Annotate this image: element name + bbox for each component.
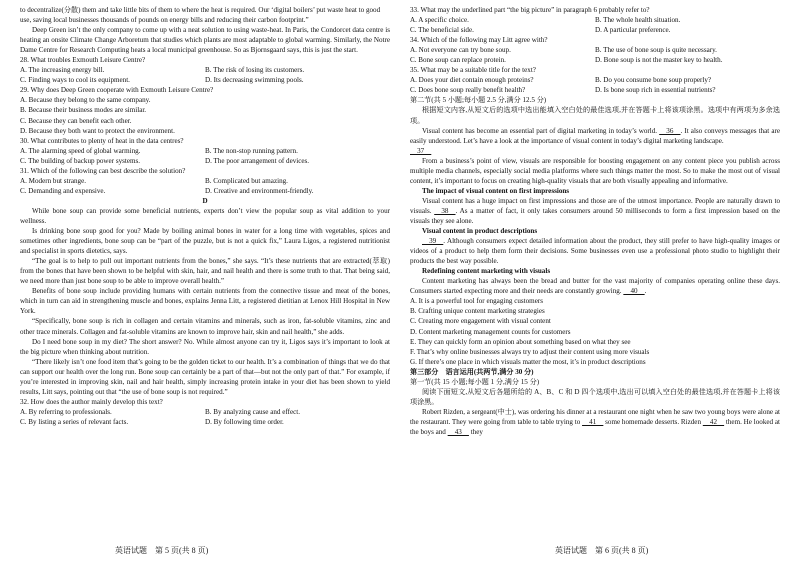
answer-blank: 40 bbox=[623, 287, 645, 296]
answer-blank: 43 bbox=[447, 427, 469, 436]
option-b: D. Creative and environment-friendly. bbox=[205, 186, 314, 195]
option-row bbox=[20, 156, 390, 166]
option-b: D. By following time order. bbox=[205, 417, 284, 426]
option-row bbox=[410, 45, 780, 55]
option-row bbox=[20, 65, 390, 75]
page-footer-left: 英语试题 第 5 页(共 8 页) bbox=[115, 546, 209, 555]
question-line: 28. What troubles Exmouth Leisure Centre? bbox=[20, 56, 146, 65]
question-line: E. They can quickly form an opinion about something based on what they see bbox=[410, 337, 631, 346]
question-line: D. Content marketing management counts for customers bbox=[410, 327, 571, 336]
option-row bbox=[20, 146, 390, 156]
question-line: 31. Which of the following can best describe the solution? bbox=[20, 166, 186, 175]
answer-blank: 39 bbox=[422, 237, 444, 246]
subheading: The impact of visual content on first impressions bbox=[422, 186, 570, 195]
paragraph: “The goal is to help to pull out important nutrients from the bones,” she says. “It’s these nutrients that are extracted(萃取) from the bones that have been shown to be helpful with skin, hair, and nail health and there is some truth to that. That being said, we need more than just bone soup to be able to improve overall health.” bbox=[20, 257, 390, 286]
question-line: A. It is a powerful tool for engaging customers bbox=[410, 297, 543, 306]
option-row bbox=[20, 176, 390, 186]
option-a: C. Bone soup can replace protein. bbox=[410, 56, 506, 65]
passage-label: D bbox=[202, 196, 208, 205]
question-line: 30. What contributes to plenty of heat in the data centres? bbox=[20, 136, 184, 145]
option-a: C. Demanding and expensive. bbox=[20, 186, 106, 195]
question-line: A. Because they belong to the same company. bbox=[20, 96, 151, 105]
page-footer-right: 英语试题 第 6 页(共 8 页) bbox=[555, 546, 649, 555]
answer-blank: 42 bbox=[702, 417, 725, 426]
answer-blank: 37 bbox=[410, 146, 432, 155]
option-b: B. Do you consume bone soup properly? bbox=[595, 76, 712, 85]
question-line: C. Because they can benefit each other. bbox=[20, 116, 132, 125]
question-line: 第一节(共 15 小题;每小题 1 分,满分 15 分) bbox=[410, 377, 540, 386]
option-a: A. Modern but strange. bbox=[20, 176, 86, 185]
paragraph: Robert Rizden, a sergeant(中士), was ordering his dinner at a restaurant one night when he saw two young boys were alone at the restaurant. They were going from table to table trying to 41 some homemade desserts. Rizden 42 them. He looked at the boys and 43 they bbox=[410, 407, 780, 436]
subheading: Visual content in product descriptions bbox=[422, 227, 538, 236]
section-heading: 第三部分 语言运用(共两节,满分 30 分) bbox=[410, 367, 534, 376]
option-row bbox=[20, 75, 390, 85]
paragraph: While bone soup can provide some beneficial nutrients, experts don’t view the popular soup as vital addition to your wellness. bbox=[20, 206, 390, 225]
paragraph: 阅读下面短文,从短文后各题所给的 A、B、C 和 D 四个选项中,选出可以填入空白处的最佳选项,并在答题卡上将该项涂黑。 bbox=[410, 387, 780, 406]
paragraph: Deep Green isn’t the only company to come up with a neat solution to using waste-heat. In Paris, the Condorcet data centre is heating an onsite Climate Change Arboretum that studies which plants are most adaptable to global warming. Similarly, the Notre Dame Centre for Research Computing heats a local municipal greenhouse. So as Bjornsgaard says, this is just the start. bbox=[20, 26, 390, 55]
paragraph: to decentralize(分散) them and take little bits of them to where the heat is required. Our ‘digital boilers’ put waste heat to good use, saving local businesses thousands of pounds on energy bills and reducing their carbon footprint.” bbox=[20, 6, 381, 25]
question-line: B. Because their business modes are similar. bbox=[20, 106, 147, 115]
question-line: 29. Why does Deep Green cooperate with Exmouth Leisure Centre? bbox=[20, 86, 214, 95]
option-b: B. The use of bone soup is quite necessary. bbox=[595, 46, 717, 55]
option-b: D. Bone soup is not the master key to health. bbox=[595, 56, 723, 65]
right-column bbox=[410, 5, 780, 437]
question-line: B. Crafting unique content marketing strategies bbox=[410, 307, 545, 316]
option-a: C. Does bone soup really benefit health? bbox=[410, 86, 526, 95]
option-a: A. The alarming speed of global warming. bbox=[20, 146, 141, 155]
option-a: A. The increasing energy bill. bbox=[20, 66, 105, 75]
option-row bbox=[410, 55, 780, 65]
subheading: Redefining content marketing with visuals bbox=[422, 267, 551, 276]
answer-blank: 36 bbox=[659, 126, 681, 135]
paragraph: Visual content has become an essential part of digital marketing in today’s world. 36 . It also conveys messages that are easily understood. Let’s have a look at the importance of visual content in today’s digital marketing landscape. bbox=[410, 126, 780, 145]
option-row bbox=[410, 15, 780, 25]
option-row bbox=[410, 25, 780, 35]
option-b: B. The non-stop running pattern. bbox=[205, 146, 298, 155]
option-a: C. The beneficial side. bbox=[410, 26, 474, 35]
paragraph: Benefits of bone soup include providing humans with certain nutrients from the connective tissue and meat of the bones, which in turn can aid in strengthening muscle and bones, explains Jenna Litt, a registered dietitian at Lenox Hill Hospital in New York. bbox=[20, 287, 390, 316]
question-line: 32. How does the author mainly develop this text? bbox=[20, 397, 163, 406]
paragraph: “There likely isn’t one food item that’s going to be the golden ticket to our health. It’s a combination of things that we do that can support our health over the long run. Bone soup can certainly be a part of that—but not the only part of that.” For example, if you’re interested in improving skin, nail and hair health, simply increasing protein intake in your diet has been shown to yield results, Litt says, pointing out that “the use of bone soup is not required.” bbox=[20, 357, 390, 396]
paragraph: 39 . Although consumers expect detailed information about the product, they still prefer to have high-quality images or videos of a product to help them form their decisions. Some businesses even use a professional photo studio to highlight their products the best way possible. bbox=[410, 237, 780, 266]
option-a: C. By listing a series of relevant facts. bbox=[20, 417, 129, 426]
question-line: F. That’s why online businesses always try to adjust their content using more visuals bbox=[410, 347, 650, 356]
question-line: 34. Which of the following may Litt agree with? bbox=[410, 36, 548, 45]
option-a: A. Does your diet contain enough proteins? bbox=[410, 76, 534, 85]
option-b: B. The whole health situation. bbox=[595, 16, 681, 25]
option-b: B. Complicated but amazing. bbox=[205, 176, 288, 185]
option-b: D. Its decreasing swimming pools. bbox=[205, 76, 304, 85]
left-column bbox=[20, 5, 390, 427]
option-b: D. Is bone soup rich in essential nutrients? bbox=[595, 86, 716, 95]
option-b: B. By analyzing cause and effect. bbox=[205, 407, 301, 416]
paragraph: Content marketing has always been the bread and butter for the vast majority of companies operating online these days. Consumers started expecting more and their needs are constantly growing. 40 . bbox=[410, 277, 780, 296]
question-line: D. Because they both want to protect the environment. bbox=[20, 126, 175, 135]
paragraph: 根据短文内容,从短文后的选项中选出能填入空白处的最佳选项,并在答题卡上将该项涂黑。选项中有两项为多余选项。 bbox=[410, 106, 780, 125]
option-a: A. By referring to professionals. bbox=[20, 407, 112, 416]
question-line: 第二节(共 5 小题;每小题 2.5 分,满分 12.5 分) bbox=[410, 96, 547, 105]
option-a: C. The building of backup power systems. bbox=[20, 156, 141, 165]
option-row bbox=[20, 417, 390, 427]
paragraph: From a business’s point of view, visuals are responsible for boosting engagement on any content piece you publish across multiple media channels, especially social media platforms where such things matter the most. So to make the most out of visual content, it’s important to focus on creating high-quality visuals that are both visually appealing and informative. bbox=[410, 156, 780, 185]
question-line: G. If there’s one place in which visuals matter the most, it’s in product descriptions bbox=[410, 357, 646, 366]
option-row bbox=[20, 186, 390, 196]
paragraph: “Specifically, bone soup is rich in collagen and certain vitamins and minerals, such as iron, fat-soluble vitamins, zinc and other trace minerals. Collagen and fat-soluble vitamins are known to improve hair, skin and nail health,” she adds. bbox=[20, 317, 390, 336]
question-line bbox=[410, 146, 780, 156]
option-row bbox=[410, 85, 780, 95]
paragraph: Do I need bone soup in my diet? The short answer? No. While almost anyone can try it, Ligos says it’s important to look at the big picture when thinking about nutrition. bbox=[20, 337, 390, 356]
question-line: 35. What may be a suitable title for the text? bbox=[410, 66, 536, 75]
option-b: D. A particular preference. bbox=[595, 26, 671, 35]
option-a: A. A specific choice. bbox=[410, 16, 469, 25]
answer-blank: 38 bbox=[434, 206, 456, 215]
option-row bbox=[20, 407, 390, 417]
answer-blank: 41 bbox=[582, 417, 604, 426]
paragraph: Is drinking bone soup good for you? Made by boiling animal bones in water for a long time with vegetables, spices and sometimes other ingredients, bone soup can be “part of the puzzle, but is not a quick fix,” Laura Ligos, a registered nutritionist and specialist in sports dietetics, says. bbox=[20, 227, 390, 256]
question-line: C. Creating more engagement with visual content bbox=[410, 317, 551, 326]
option-a: A. Not everyone can try bone soup. bbox=[410, 46, 511, 55]
question-line: 33. What may the underlined part “the big picture” in paragraph 6 probably refer to? bbox=[410, 6, 650, 14]
option-a: C. Finding ways to cool its equipment. bbox=[20, 76, 130, 85]
option-b: D. The poor arrangement of devices. bbox=[205, 156, 310, 165]
paragraph: Visual content has a huge impact on first impressions and those are of the utmost importance. People are naturally drawn to visuals. 38 . As a matter of fact, it only takes consumers around 50 milliseconds to form a first impression based on the visuals they see alone. bbox=[410, 196, 780, 225]
option-row bbox=[410, 75, 780, 85]
option-b: B. The risk of losing its customers. bbox=[205, 66, 305, 75]
